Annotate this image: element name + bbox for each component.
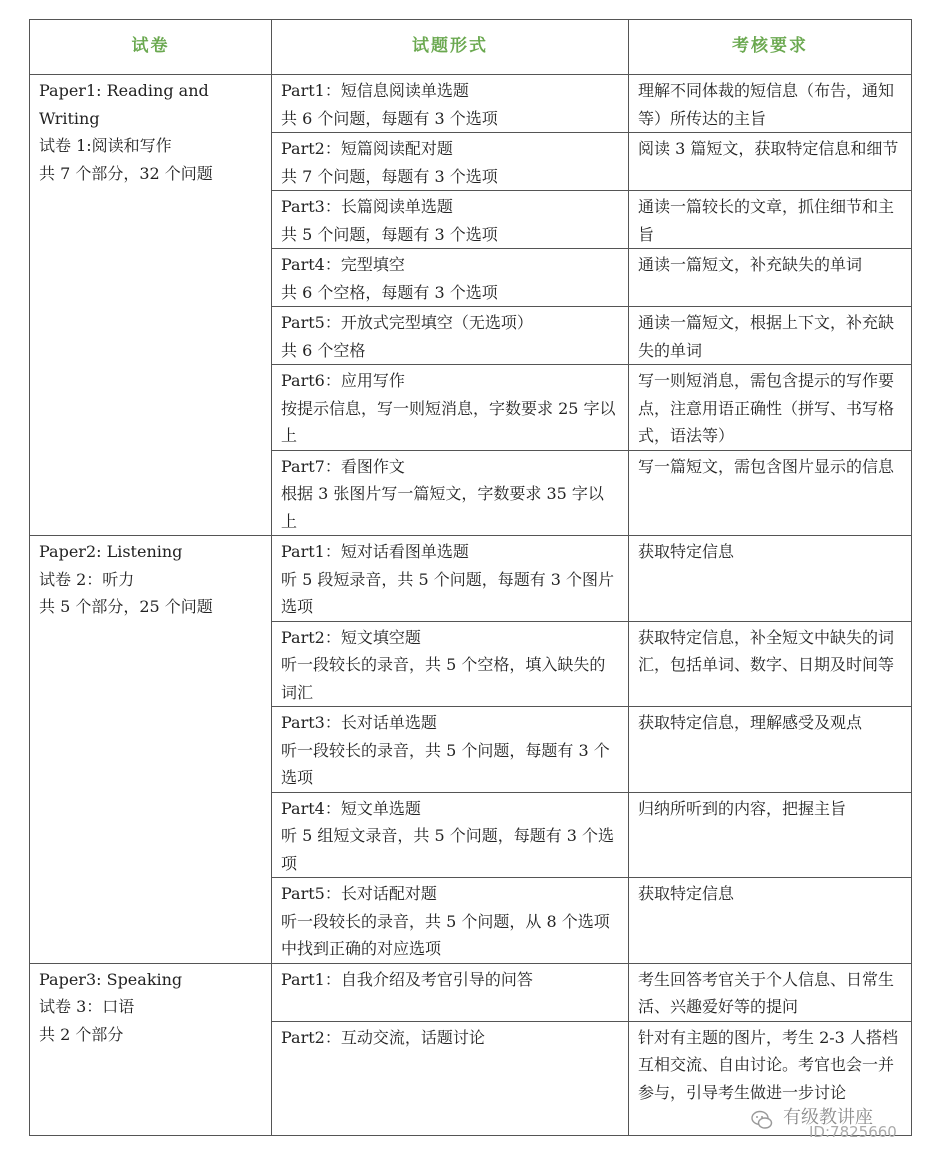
format-cell [272, 621, 629, 707]
part-requirement: 阅读 3 篇短文，获取特定信息和细节 [638, 139, 899, 158]
exam-structure-table [29, 19, 912, 1136]
watermark-id: ID:7825660 [809, 1123, 897, 1141]
format-cell [272, 75, 629, 133]
format-cell [272, 307, 629, 365]
format-cell [272, 365, 629, 451]
part-detail: 按提示信息，写一则短消息，字数要求 25 字以上 [281, 398, 616, 445]
part-title: Part4：完型填空 [281, 255, 405, 274]
part-title: Part5：开放式完型填空（无选项） [281, 313, 533, 332]
format-cell [272, 707, 629, 793]
header-paper: 试卷 [30, 20, 272, 75]
format-cell [272, 191, 629, 249]
table-row [30, 963, 912, 1021]
paper-name: 试卷 3：口语 [39, 997, 135, 1016]
requirement-cell [629, 307, 912, 365]
paper-title: Paper3: Speaking [39, 969, 183, 989]
part-title: Part4：短文单选题 [281, 798, 421, 818]
paper-cell [30, 536, 272, 964]
requirement-cell [629, 707, 912, 793]
format-cell [272, 450, 629, 536]
table-row [30, 75, 912, 133]
part-title: Part2：互动交流，话题讨论 [281, 1027, 485, 1047]
paper-summary: 共 5 个部分，25 个问题 [39, 597, 213, 616]
part-title: Part1：短信息阅读单选题 [281, 81, 469, 100]
paper-name: 试卷 2：听力 [39, 569, 135, 589]
header-row [30, 20, 912, 75]
requirement-cell [629, 365, 912, 451]
requirement-cell [629, 878, 912, 964]
part-requirement: 写一篇短文，需包含图片显示的信息 [638, 456, 895, 476]
watermark-name: 有级教讲座 [783, 1107, 873, 1128]
format-cell [272, 963, 629, 1021]
format-cell [272, 1021, 629, 1135]
requirement-cell [629, 450, 912, 536]
part-requirement: 写一则短消息，需包含提示的写作要点，注意用语正确性（拼写、书写格式，语法等） [638, 371, 895, 445]
paper-title: Paper1: Reading and Writing [39, 81, 209, 128]
requirement-cell [629, 249, 912, 307]
part-requirement: 通读一篇短文，补充缺失的单词 [638, 255, 863, 274]
requirement-cell [629, 621, 912, 707]
format-cell [272, 792, 629, 878]
requirement-cell [629, 133, 912, 191]
part-requirement: 获取特定信息，补全短文中缺失的词汇，包括单词、数字、日期及时间等 [638, 627, 895, 674]
paper-summary: 共 2 个部分 [39, 1024, 124, 1044]
paper-title: Paper2: Listening [39, 542, 183, 561]
part-requirement: 考生回答考官关于个人信息、日常生活、兴趣爱好等的提问 [638, 969, 895, 1016]
header-format: 试题形式 [272, 20, 629, 75]
format-cell [272, 536, 629, 622]
part-detail: 听 5 组短文录音，共 5 个问题，每题有 3 个选项 [281, 826, 615, 873]
part-requirement: 获取特定信息，理解感受及观点 [638, 713, 863, 732]
part-title: Part3：长对话单选题 [281, 713, 437, 732]
part-detail: 共 6 个问题，每题有 3 个选项 [281, 108, 498, 128]
header-requirement: 考核要求 [629, 20, 912, 75]
part-title: Part2：短文填空题 [281, 627, 421, 647]
format-cell [272, 878, 629, 964]
part-detail: 听一段较长的录音，共 5 个空格，填入缺失的词汇 [281, 655, 606, 702]
part-requirement: 通读一篇短文，根据上下文，补充缺失的单词 [638, 313, 895, 360]
part-requirement: 归纳所听到的内容，把握主旨 [638, 798, 847, 818]
wechat-icon [751, 1109, 773, 1131]
requirement-cell [629, 792, 912, 878]
part-requirement: 获取特定信息 [638, 542, 735, 561]
part-detail: 共 6 个空格，每题有 3 个选项 [281, 282, 498, 302]
part-title: Part1：自我介绍及考官引导的问答 [281, 969, 533, 989]
part-title: Part6：应用写作 [281, 371, 405, 390]
requirement-cell [629, 191, 912, 249]
part-detail: 共 7 个问题，每题有 3 个选项 [281, 166, 498, 186]
watermark [751, 1103, 926, 1143]
part-requirement: 通读一篇较长的文章，抓住细节和主旨 [638, 197, 895, 244]
paper-summary: 共 7 个部分，32 个问题 [39, 163, 213, 183]
part-requirement: 理解不同体裁的短信息（布告，通知等）所传达的主旨 [638, 81, 895, 128]
format-cell [272, 249, 629, 307]
format-cell [272, 133, 629, 191]
part-detail: 听一段较长的录音，共 5 个问题，每题有 3 个选项 [281, 740, 610, 787]
part-detail: 根据 3 张图片写一篇短文，字数要求 35 字以上 [281, 484, 604, 531]
part-title: Part1：短对话看图单选题 [281, 542, 469, 561]
requirement-cell [629, 536, 912, 622]
part-title: Part3：长篇阅读单选题 [281, 197, 453, 216]
table-row [30, 536, 912, 622]
part-detail: 共 6 个空格 [281, 340, 366, 360]
paper-cell [30, 963, 272, 1135]
part-requirement: 获取特定信息 [638, 884, 735, 903]
requirement-cell [629, 75, 912, 133]
part-title: Part2：短篇阅读配对题 [281, 139, 453, 158]
part-detail: 听 5 段短录音，共 5 个问题，每题有 3 个图片选项 [281, 569, 615, 616]
part-title: Part7：看图作文 [281, 456, 405, 476]
part-detail: 共 5 个问题，每题有 3 个选项 [281, 224, 498, 244]
part-requirement: 针对有主题的图片，考生 2-3 人搭档互相交流、自由讨论。考官也会一并参与，引导考生做进一步讨论 [638, 1027, 898, 1102]
requirement-cell [629, 963, 912, 1021]
part-title: Part5：长对话配对题 [281, 884, 437, 903]
part-detail: 听一段较长的录音，共 5 个问题，从 8 个选项中找到正确的对应选项 [281, 911, 610, 958]
paper-name: 试卷 1:阅读和写作 [39, 136, 172, 155]
paper-cell [30, 75, 272, 536]
